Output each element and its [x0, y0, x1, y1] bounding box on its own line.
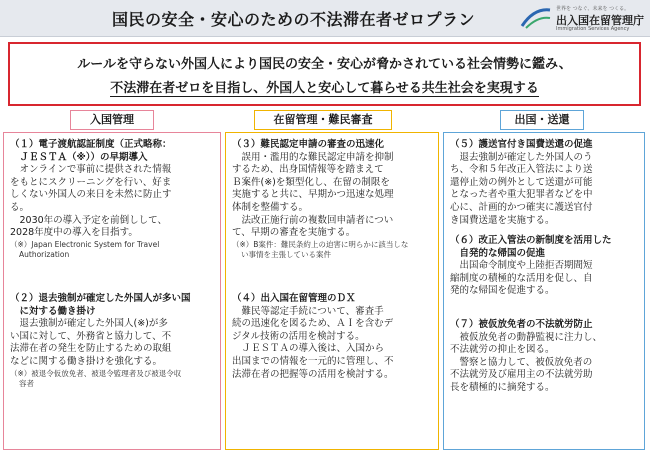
- section-body: 警察と協力して、被仮放免者の: [459, 356, 593, 368]
- banner-line-1: ルールを守らない外国人により国民の安全・安心が脅かされている社会情勢に鑑み、: [77, 57, 572, 72]
- section-title: （３）難民認定申請の審査の迅速化: [232, 139, 385, 150]
- column-entry-management: [3, 132, 221, 450]
- column-heading-departure: 出国・送還: [500, 110, 584, 130]
- section-body: 法滞在者の発生を防止するための取組: [10, 343, 172, 355]
- section-body: オンラインで事前に提供された情報: [19, 164, 172, 176]
- section-body: 被仮放免者の動静監視に注力し、: [459, 331, 603, 343]
- banner-line-2-text: 不法滞在者ゼロを目指し、外国人と安心して暮らせる共生社会を実現する: [110, 81, 539, 96]
- section-7-illegal-work: [450, 319, 640, 395]
- section-title: （５）護送官付き国費送還の促進: [450, 139, 593, 150]
- section-body: となった者や重大犯罪者などを中: [450, 189, 593, 201]
- section-body: 法滞在者の把握等の活用を検討する。: [232, 368, 394, 380]
- section-note: い事情を主張している案件: [241, 249, 331, 259]
- section-body: ち、令和５年改正入管法により送: [450, 164, 593, 176]
- section-title-cont: に対する働き掛け: [19, 305, 96, 317]
- logo-agency-name: 出入国在留管理庁: [556, 14, 644, 27]
- section-body: 出国までの情報を一元的に管理し、不: [232, 355, 394, 367]
- section-body: しくない外国人の来日を未然に防止す: [10, 189, 172, 201]
- section-body: 発的な帰国を促進する。: [450, 285, 555, 297]
- section-body: 法改正施行前の複数回申請者につい: [241, 214, 394, 226]
- section-note: 容者: [19, 378, 34, 388]
- section-body: 出国命令制度や上陸拒否期間短: [459, 260, 593, 272]
- section-5-escorted-removal: [450, 139, 640, 227]
- section-body: 難民等認定手続について、審査手: [241, 305, 384, 317]
- section-4-dx: [232, 293, 434, 381]
- section-body: 縮制度の積極的な活用を促し、自: [450, 272, 593, 284]
- section-title: （２）退去強制が確定した外国人が多い国: [10, 293, 191, 304]
- section-body: い国に対して、外務省と協力して、不: [10, 330, 172, 342]
- section-body: 退去強制が確定した外国人(※)が多: [19, 318, 168, 330]
- section-note: （※）被退令仮放免者、被退令監理者及び被退令収: [10, 368, 182, 378]
- section-title: （７）被仮放免者の不法就労防止: [450, 319, 593, 330]
- section-body: ＪＥＳＴＡの導入後は、入国から: [241, 343, 385, 355]
- section-body: 不法就労の抑止を図る。: [450, 344, 555, 356]
- section-body: するため、出身国情報等を踏まえて: [232, 164, 384, 176]
- section-title-cont: 自発的な帰国の促進: [459, 247, 546, 259]
- section-body: 心に、計画的かつ確実に護送官付: [450, 201, 593, 213]
- section-body: 続の迅速化を図るため、ＡＩを含むデ: [232, 318, 394, 330]
- section-body: をもとにスクリーニングを行い、好ま: [10, 176, 172, 188]
- goal-banner: [8, 42, 641, 106]
- section-body: き国費送還を実施する。: [450, 214, 555, 226]
- section-3-refugee-review: [232, 139, 434, 260]
- section-body: 還停止効の例外として送還が可能: [450, 176, 593, 188]
- banner-line-2: [10, 77, 639, 96]
- logo-tagline: 世界を つなぐ、未来を つくる。: [556, 6, 630, 12]
- agency-logo: [520, 2, 648, 34]
- isa-logo-icon: [520, 6, 552, 30]
- section-2-country-outreach: [10, 293, 216, 389]
- section-body: 体制を整備する。: [232, 201, 309, 213]
- section-body: 長を積極的に摘発する。: [450, 381, 555, 393]
- section-body: る。: [10, 201, 30, 213]
- section-body: て、早期の審査を実施する。: [232, 227, 356, 239]
- section-body: 誤用・濫用的な難民認定申請を抑制: [241, 151, 394, 163]
- header-bar: [0, 0, 650, 37]
- section-note: Authorization: [19, 249, 70, 259]
- column-heading-residence: 在留管理・難民審査: [254, 110, 392, 130]
- section-body: 不法就労及び雇用主の不法就労助: [450, 369, 593, 381]
- section-body: ジタル技術の活用を検討する。: [232, 330, 365, 342]
- column-departure-removal: [443, 132, 645, 450]
- column-residence-refugee: [225, 132, 439, 450]
- section-1-jesta: [10, 139, 216, 260]
- section-body: Ｂ案件(※)を類型化し、在留の制限を: [232, 176, 390, 188]
- column-heading-entry: 入国管理: [70, 110, 154, 130]
- page-title: 国民の安全・安心のための不法滞在者ゼロプラン: [112, 10, 476, 29]
- section-body: などに関する働き掛けを強化する。: [10, 355, 163, 367]
- section-note: （※）B案件：難民条約上の迫害に明らかに該当しな: [232, 239, 409, 249]
- section-title: （６）改正入管法の新制度を活用した: [450, 235, 612, 246]
- section-title: （４）出入国在留管理のＤＸ: [232, 293, 356, 304]
- section-title-cont: ＪＥＳＴＡ（※））の早期導入: [19, 151, 148, 163]
- logo-agency-name-en: Immigration Services Agency: [556, 26, 630, 32]
- section-body: 2028年度中の導入を目指す。: [10, 227, 138, 239]
- section-title: （１）電子渡航認証制度（正式略称：: [10, 139, 172, 150]
- section-body: 2030年の導入予定を前倒しして、: [19, 214, 167, 226]
- section-6-voluntary-return: [450, 235, 640, 298]
- section-body: 退去強制が確定した外国人のう: [459, 151, 593, 163]
- section-body: 実施すると共に、早期かつ迅速な処理: [232, 189, 394, 201]
- section-note: （※）Japan Electronic System for Travel: [10, 239, 160, 249]
